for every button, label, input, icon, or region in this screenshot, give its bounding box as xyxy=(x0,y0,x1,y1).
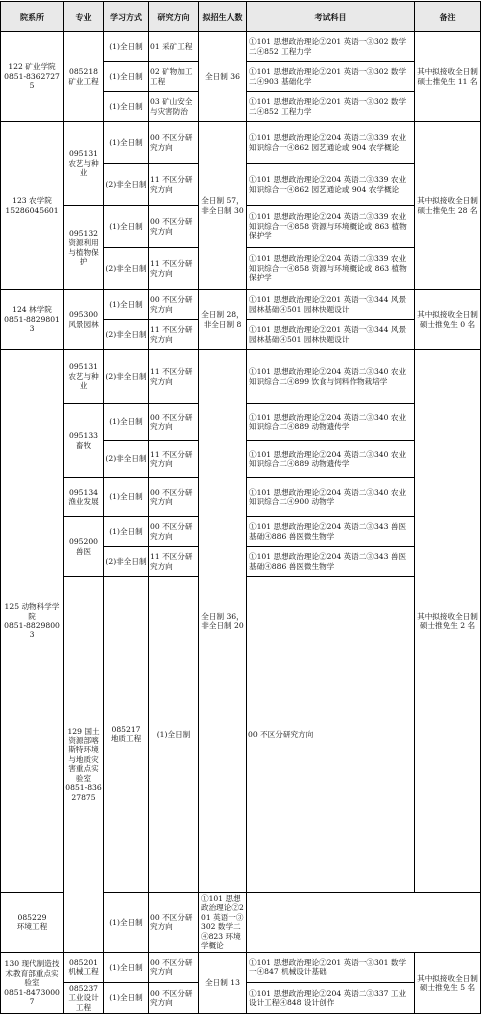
major-code: 085237 xyxy=(69,983,98,993)
direction-cell: 00 不区分研究方向 xyxy=(149,404,199,441)
mode-cell: (2)非全日制 xyxy=(104,248,149,290)
major-cell xyxy=(1,892,64,952)
direction-cell: 00 不区分研究方向 xyxy=(149,478,199,517)
college-phone: 0851-88298013 xyxy=(4,314,60,334)
header-quota: 拟招生人数 xyxy=(199,2,247,32)
mode-cell: (1)全日制 xyxy=(104,206,149,248)
table-row xyxy=(1,32,481,62)
exam-cell: ①101 思想政治理论②204 英语二③340 农业知识综合二④889 动物遗传学 xyxy=(247,441,415,478)
direction-cell: 00 不区分研究方向 xyxy=(149,982,199,1013)
direction-cell: 11 不区分研究方向 xyxy=(149,350,199,404)
exam-cell: ①101 思想政治理论②204 英语二③339 农业知识综合一④858 资源与环境概论或 863 植物保护学 xyxy=(247,248,415,290)
direction-cell: 00 不区分研究方向 xyxy=(149,122,199,164)
remark-cell: 其中拟接收全日制硕士推免生 0 名 xyxy=(415,290,481,350)
college-phone: 0851-83627275 xyxy=(4,71,60,91)
exam-cell: ①101 思想政治理论②201 英语一③302 数学二④903 基础化学 xyxy=(247,62,415,92)
mode-cell: (1)全日制 xyxy=(104,290,149,320)
major-name: 机械工程 xyxy=(68,967,99,977)
table-row xyxy=(1,290,481,320)
exam-cell: ①101 思想政治理论②204 英语二③339 农业知识综合一④862 园艺通论或 904 农学概论 xyxy=(247,122,415,164)
header-row xyxy=(1,2,481,32)
college-phone: 0851-84730007 xyxy=(4,987,60,1007)
major-cell xyxy=(64,122,104,206)
quota-cell: 全日制 28，非全日制 8 xyxy=(199,290,247,350)
exam-cell: ①101 思想政治理论②201 英语一③301 数学一④847 机械设计基础 xyxy=(247,952,415,982)
major-code: 095131 xyxy=(69,149,98,159)
major-cell xyxy=(64,982,104,1013)
header-mode: 学习方式 xyxy=(104,2,149,32)
major-name: 环境工程 xyxy=(16,922,48,932)
major-cell xyxy=(64,350,104,404)
college-cell xyxy=(1,32,64,122)
direction-cell: 00 不区分研究方向 xyxy=(247,577,415,893)
table-row xyxy=(1,350,481,372)
quota-cell: 全日制 13 xyxy=(199,952,247,1013)
direction-cell: 00 不区分研究方向 xyxy=(149,952,199,982)
college-name: 129 国土资源部喀斯特环境与地质灾害重点实验室 xyxy=(67,726,100,783)
mode-cell: (1)全日制 xyxy=(104,62,149,92)
major-cell xyxy=(64,206,104,290)
quota-cell: 全日制 36 xyxy=(199,32,247,122)
mode-cell: (1)全日制 xyxy=(104,892,149,952)
major-cell xyxy=(64,478,104,517)
major-cell xyxy=(64,952,104,982)
mode-cell: (1)全日制 xyxy=(104,122,149,164)
remark-cell: 其中拟接收全日制硕士推免生 28 名 xyxy=(415,122,481,290)
direction-cell: 00 不区分研究方向 xyxy=(149,290,199,320)
direction-cell: 11 不区分研究方向 xyxy=(149,441,199,478)
college-name: 122 矿业学院 xyxy=(8,62,56,72)
college-name: 123 农学院 xyxy=(12,196,52,206)
mode-cell: (1)全日制 xyxy=(104,478,149,517)
major-code: 095200 xyxy=(69,537,98,547)
major-name: 农艺与种业 xyxy=(68,158,99,178)
major-name: 矿业工程 xyxy=(68,76,99,86)
major-name: 地质工程 xyxy=(110,734,142,744)
header-exam: 考试科目 xyxy=(247,2,415,32)
college-name: 125 动物科学学院 xyxy=(4,602,60,621)
major-name: 兽医 xyxy=(75,546,92,556)
exam-cell: ①101 思想政治理论②201 英语一③302 数学二④852 工程力学 xyxy=(247,32,415,62)
major-name: 风景园林 xyxy=(68,319,99,329)
direction-cell: 11 不区分研究方向 xyxy=(149,248,199,290)
exam-cell: ①101 思想政治理论②201 英语一③344 风景园林基础④501 园林快题设计 xyxy=(247,320,415,350)
major-code: 085229 xyxy=(17,912,47,922)
remark-cell: 其中拟接收全日制硕士推免生 2 名 xyxy=(415,350,481,893)
direction-cell: 11 不区分研究方向 xyxy=(149,547,199,577)
college-name: 130 现代制造技术教育部重点实验室 xyxy=(4,959,60,988)
mode-cell: (1)全日制 xyxy=(104,982,149,1013)
major-code: 085201 xyxy=(69,957,98,967)
major-code: 085217 xyxy=(111,725,141,734)
exam-cell: ①101 思想政治理论②204 英语二③340 农业知识综合二④899 饮食与饲料作物栽培学 xyxy=(247,350,415,404)
college-cell xyxy=(1,952,64,1013)
exam-cell: ①101 思想政治理论②204 英语二③343 兽医基础④886 兽医微生物学 xyxy=(247,517,415,547)
mode-cell: (1)全日制 xyxy=(104,32,149,62)
direction-cell: 11 不区分研究方向 xyxy=(149,320,199,350)
remark-cell: 其中拟接收全日制硕士推免生 11 名 xyxy=(415,32,481,122)
admissions-table xyxy=(0,1,481,1014)
header-remark: 备注 xyxy=(415,2,481,32)
mode-cell: (1)全日制 xyxy=(104,92,149,122)
table-row xyxy=(1,952,481,982)
major-name: 工业设计工程 xyxy=(68,993,99,1012)
major-code: 095132 xyxy=(69,228,98,238)
college-cell xyxy=(1,122,64,290)
remark-cell: 其中拟接收全日制硕士推免生 5 名 xyxy=(415,952,481,1013)
direction-cell: 00 不区分研究方向 xyxy=(149,517,199,547)
major-cell xyxy=(104,577,149,893)
major-cell xyxy=(64,404,104,478)
exam-cell: ①101 思想政治理论②204 英语二③340 农业知识综合二④900 动物学 xyxy=(247,478,415,517)
direction-cell: 02 矿物加工工程 xyxy=(149,62,199,92)
exam-cell: ①101 思想政治理论②201 英语一③302 数学二④852 工程力学 xyxy=(247,92,415,122)
major-name: 农艺与种业 xyxy=(68,371,99,391)
exam-cell: ①101 思想政治理论②204 英语二③343 兽医基础④886 兽医微生物学 xyxy=(247,547,415,577)
mode-cell: (1)全日制 xyxy=(149,577,199,893)
direction-cell: 03 矿山安全与灾害防治 xyxy=(149,92,199,122)
major-cell xyxy=(64,32,104,122)
direction-cell: 11 不区分研究方向 xyxy=(149,164,199,206)
college-cell xyxy=(1,350,64,893)
mode-cell: (1)全日制 xyxy=(104,404,149,441)
major-code: 095134 xyxy=(69,487,98,497)
major-name: 畜牧 xyxy=(75,440,92,450)
mode-cell: (1)全日制 xyxy=(104,517,149,547)
quota-cell: 全日制 57，非全日制 30 xyxy=(199,122,247,290)
college-name: 124 林学院 xyxy=(12,305,52,315)
table-row xyxy=(1,122,481,146)
major-name: 资源利用与植物保护 xyxy=(68,238,99,266)
major-code: 095300 xyxy=(69,310,98,320)
header-college: 院系所 xyxy=(1,2,64,32)
mode-cell: (2)非全日制 xyxy=(104,164,149,206)
mode-cell: (2)非全日制 xyxy=(104,350,149,404)
exam-cell: ①101 思想政治理论②201 英语一③302 数学二④823 环境学概论 xyxy=(199,892,247,952)
mode-cell: (1)全日制 xyxy=(104,952,149,982)
mode-cell: (2)非全日制 xyxy=(104,547,149,577)
exam-cell: ①101 思想政治理论②204 英语二③339 农业知识综合一④862 园艺通论或 904 农学概论 xyxy=(247,164,415,206)
header-major: 专业 xyxy=(64,2,104,32)
college-cell xyxy=(1,290,64,350)
exam-cell: ①101 思想政治理论②204 英语二③340 农业知识综合二④889 动物遗传学 xyxy=(247,404,415,441)
quota-cell: 全日制 36，非全日制 20 xyxy=(199,350,247,893)
major-code: 095133 xyxy=(69,431,98,441)
header-direction: 研究方向 xyxy=(149,2,199,32)
college-phone: 0851-88298003 xyxy=(4,620,60,640)
direction-cell: 00 不区分研究方向 xyxy=(149,892,199,952)
major-cell xyxy=(64,290,104,350)
college-phone: 15286045601 xyxy=(5,205,59,215)
exam-cell: ①101 思想政治理论②204 英语二③337 工业设计工程④848 设计创作 xyxy=(247,982,415,1013)
college-phone: 0851-83627875 xyxy=(65,783,102,802)
direction-cell: 01 采矿工程 xyxy=(149,32,199,62)
direction-cell: 00 不区分研究方向 xyxy=(149,206,199,248)
mode-cell: (2)非全日制 xyxy=(104,320,149,350)
major-code: 085218 xyxy=(69,67,98,77)
college-cell xyxy=(64,577,104,953)
exam-cell: ①101 思想政治理论②201 英语一③344 风景园林基础④501 园林快题设计 xyxy=(247,290,415,320)
exam-cell: ①101 思想政治理论②204 英语二③339 农业知识综合一④858 资源与环境概论或 863 植物保护学 xyxy=(247,206,415,248)
major-code: 095131 xyxy=(69,362,98,372)
mode-cell: (2)非全日制 xyxy=(104,441,149,478)
major-name: 渔业发展 xyxy=(68,497,99,506)
major-cell xyxy=(64,517,104,577)
